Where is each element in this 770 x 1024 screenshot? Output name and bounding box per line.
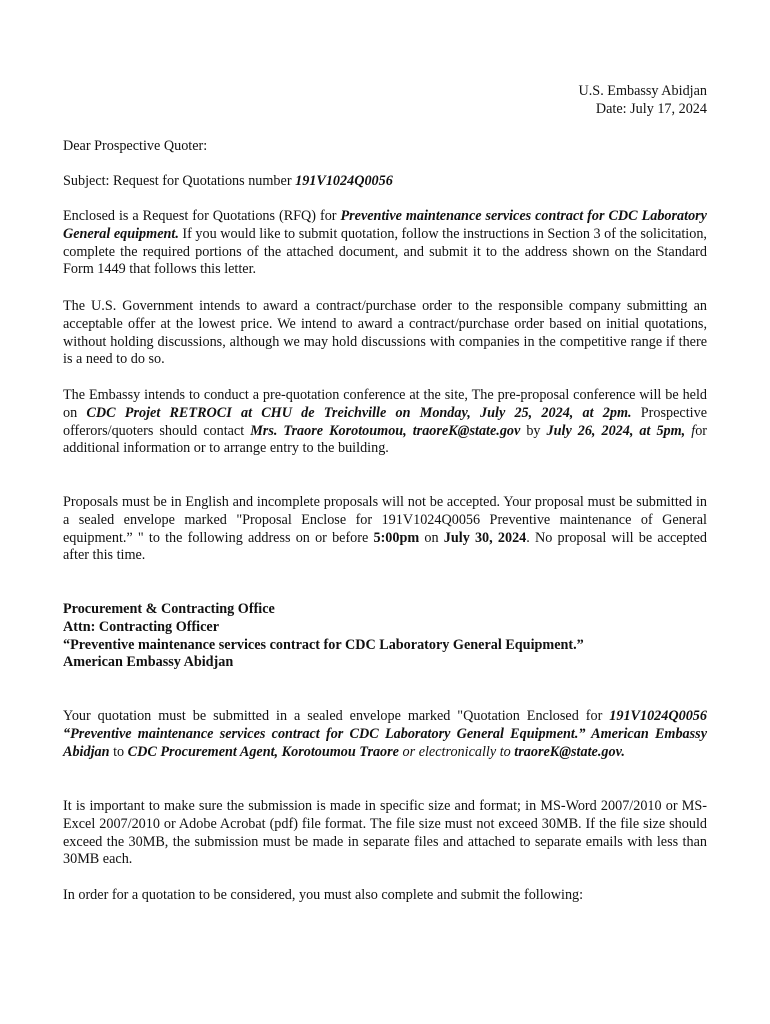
- intro-paragraph: [63, 208, 707, 279]
- conference-text-2: Prospective offerors/quoters should contact: [63, 404, 707, 439]
- procurement-agent: CDC Procurement Agent, Korotoumou Traore: [127, 743, 399, 760]
- proposal-paragraph: [63, 494, 707, 565]
- agent-email: traoreK@state.gov.: [514, 743, 625, 760]
- contact-person: Mrs. Traore Korotoumou, traoreK@state.gov: [250, 422, 521, 439]
- rfq-number: 191V1024Q0056: [295, 173, 393, 189]
- submission-text-1: Your quotation must be submitted in a sealed envelope marked "Quotation Enclosed for: [63, 708, 610, 724]
- address-line-2: Attn: Contracting Officer: [63, 618, 220, 635]
- conference-text-1: The Embassy intends to conduct a pre-quotation conference at the site, The pre-proposal conference will be held on: [63, 387, 707, 421]
- subject-prefix: Subject: Request for Quotations number: [63, 173, 296, 189]
- envelope-marking: 191V1024Q0056 “Preventive maintenance services contract for CDC Laboratory General Equipment.” American Embassy Abidjan: [63, 708, 707, 760]
- format-paragraph: It is important to make sure the submission is made in specific size and format; in MS-Word 2007/2010 or MS-Excel 2007/2010 or Adobe Acrobat (pdf) file format. The file size must not exceed 30MB. If the file size should exceed the 30MB, the submission must be made in separate files and attached to separate emails with less than 30MB each.: [63, 798, 707, 868]
- requirements-intro: In order for a quotation to be considered, you must also complete and submit the following:: [63, 887, 584, 903]
- embassy-name: U.S. Embassy Abidjan: [578, 83, 707, 99]
- conference-text-3: by: [520, 422, 547, 439]
- rfq-title: Preventive maintenance services contract for CDC Laboratory General equipment.: [63, 208, 707, 242]
- award-paragraph: The U.S. Government intends to award a contract/purchase order to the responsible company submitting an acceptable offer at the lowest price. We intend to award a contract/purchase order based on initial quotations, without holding discussions, although we may hold discussions with companies in the competitive range if there is a need to do so.: [63, 298, 707, 368]
- proposal-time: 5:00pm: [373, 529, 420, 546]
- submission-text-2: to: [109, 743, 128, 760]
- address-line-4: American Embassy Abidjan: [63, 654, 234, 671]
- contact-deadline: July 26, 2024, at 5pm,: [546, 422, 686, 439]
- letter-header: [63, 83, 707, 119]
- address-line-1: Procurement & Contracting Office: [63, 601, 275, 617]
- conference-paragraph: [63, 387, 707, 458]
- intro-text-2: If you would like to submit quotation, follow the instructions in Section 3 of the solicitation, complete the required portions of the attached document, and submit it to the address shown on the Standard Form 1449 that follows this letter.: [63, 225, 707, 278]
- proposal-text-3: . No proposal will be accepted after this time.: [63, 529, 707, 564]
- mailing-address: [63, 601, 707, 672]
- subject-line: [63, 173, 707, 191]
- salutation: Dear Prospective Quoter:: [63, 138, 208, 154]
- intro-text-1: Enclosed is a Request for Quotations (RFQ) for: [63, 208, 341, 224]
- conference-text-italic: f: [691, 422, 696, 439]
- proposal-text-2: on: [419, 529, 444, 546]
- conference-text-5: or additional information or to arrange entry to the building.: [63, 422, 708, 457]
- proposal-date: July 30, 2024: [443, 529, 527, 546]
- submission-text-italic: or electronically to: [398, 743, 515, 760]
- address-line-3: “Preventive maintenance services contract for CDC Laboratory General Equipment.”: [63, 636, 584, 653]
- proposal-text-1: Proposals must be in English and incomplete proposals will not be accepted. Your proposal must be submitted in a sealed envelope marked "Proposal Enclose for 191V1024Q0056 Preventive maintenance of General equipment.” " to the following address on or before: [63, 494, 707, 546]
- submission-paragraph: [63, 708, 707, 761]
- letter-date: Date: July 17, 2024: [595, 100, 707, 117]
- conference-location-date: CDC Projet RETROCI at CHU de Treichville on Monday, July 25, 2024, at 2pm.: [86, 404, 632, 421]
